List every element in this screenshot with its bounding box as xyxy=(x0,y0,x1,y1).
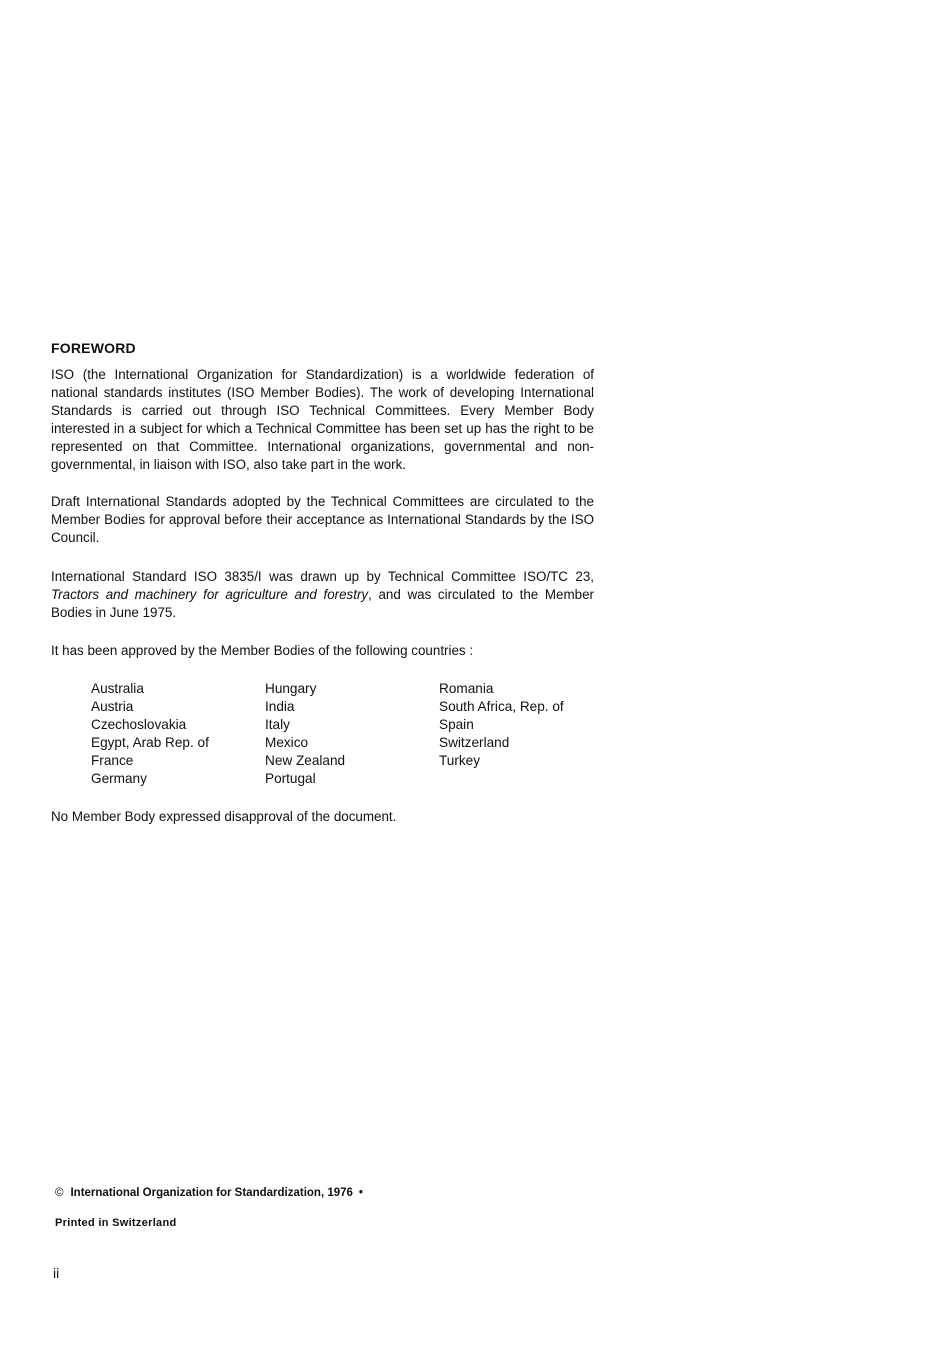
copyright-icon: © xyxy=(55,1187,64,1199)
foreword-heading: FOREWORD xyxy=(51,340,136,356)
standard-text-before: International Standard ISO 3835/I was drawn up by Technical Committee ISO/TC 23, xyxy=(51,569,594,584)
country-item: Germany xyxy=(91,771,147,786)
country-item: Switzerland xyxy=(439,735,510,750)
country-column-1 xyxy=(91,680,271,788)
country-item: Hungary xyxy=(265,681,317,696)
country-item: France xyxy=(91,753,134,768)
country-item: Austria xyxy=(91,699,134,714)
foreword-paragraph-standard xyxy=(51,568,594,622)
foreword-paragraph-iso: ISO (the International Organization for Standardization) is a worldwide federation of national standards institutes (ISO Member Bodies). The work of developing International Standards is carried out through ISO Technical Committees. Every Member Body interested in a subject for which a Technical Committee has been set up has the right to be represented on that Committee. International organizations, governmental and non-governmental, in liaison with ISO, also take part in the work. xyxy=(51,367,594,472)
copyright-text: International Organization for Standardization, 1976 xyxy=(70,1187,353,1199)
country-item: Italy xyxy=(265,717,290,732)
country-item: Czechoslovakia xyxy=(91,717,187,732)
committee-title: Tractors and machinery for agriculture and forestry xyxy=(51,587,369,602)
country-item: Australia xyxy=(91,681,144,696)
disapproval-note: No Member Body expressed disapproval of the document. xyxy=(51,809,397,824)
foreword-paragraph-drafts: Draft International Standards adopted by the Technical Committees are circulated to the Member Bodies for approval before their acceptance as International Standards by the ISO Council. xyxy=(51,494,594,545)
country-item: New Zealand xyxy=(265,753,346,768)
country-item: Romania xyxy=(439,681,494,696)
country-column-2 xyxy=(265,680,445,788)
country-item: Portugal xyxy=(265,771,316,786)
bullet-icon: • xyxy=(358,1187,363,1199)
country-item: Egypt, Arab Rep. of xyxy=(91,735,209,750)
page-number: ii xyxy=(53,1265,60,1281)
country-item: Spain xyxy=(439,717,474,732)
country-item: South Africa, Rep. of xyxy=(439,699,564,714)
printed-location: Printed in Switzerland xyxy=(55,1217,177,1229)
country-item: India xyxy=(265,699,295,714)
approval-intro: It has been approved by the Member Bodies of the following countries : xyxy=(51,643,474,658)
copyright-line xyxy=(55,1187,363,1199)
standard-text-after: , and was circulated to the Member Bodies in June 1975. xyxy=(51,587,594,620)
country-item: Mexico xyxy=(265,735,309,750)
country-item: Turkey xyxy=(439,753,481,768)
country-column-3 xyxy=(439,680,619,770)
